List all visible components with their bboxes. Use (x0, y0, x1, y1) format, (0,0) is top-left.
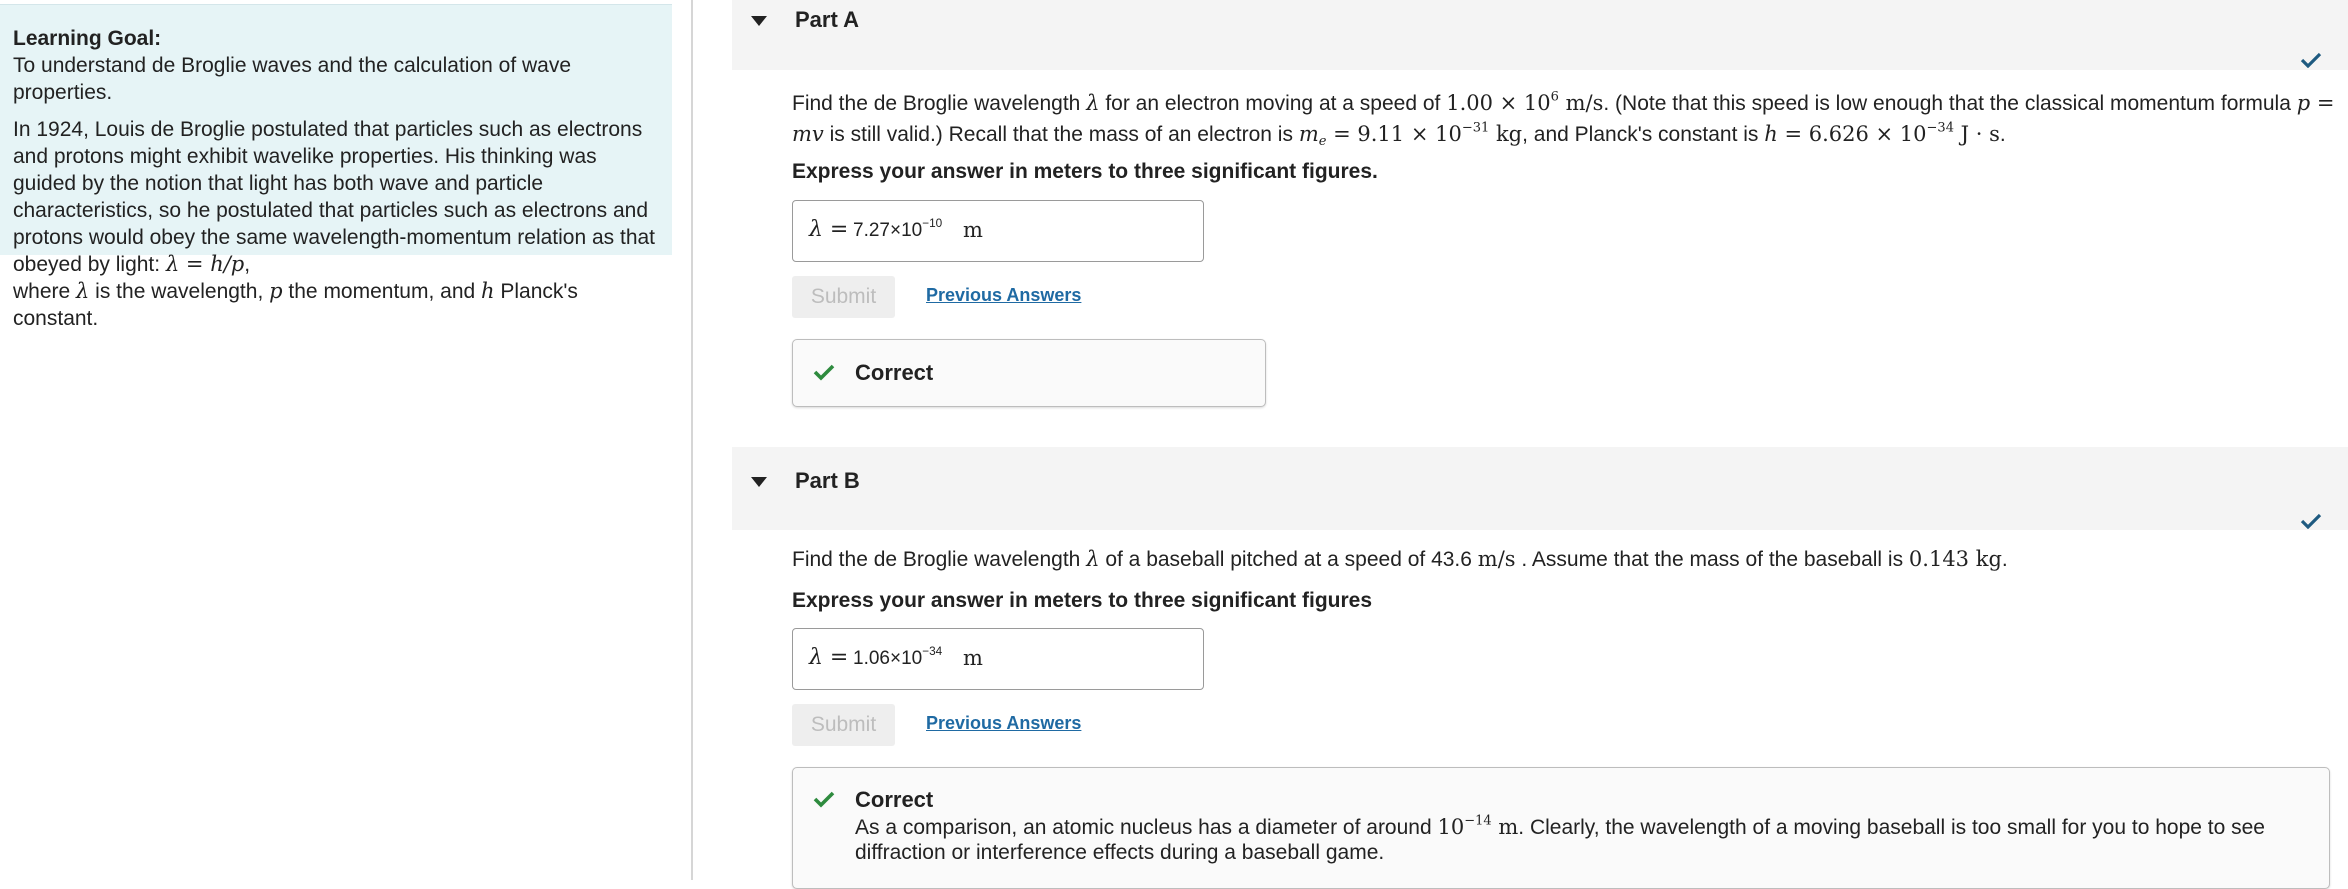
electron-mass-value: = 9.11 × 10 (1326, 122, 1462, 146)
learning-goal-text: To understand de Broglie waves and the calculation of wave properties. (13, 54, 572, 104)
answer-exponent: −34 (922, 645, 943, 659)
part-b-instruction: Express your answer in meters to three significant figures (792, 589, 1373, 612)
p-symbol: p (269, 279, 283, 303)
answer-unit: m (963, 218, 983, 242)
electron-mass-exponent: −31 (1461, 120, 1490, 136)
answer-exponent: −10 (922, 217, 943, 231)
speed-unit: m/s (1477, 547, 1516, 571)
collapse-triangle-icon[interactable] (751, 16, 767, 26)
q-text: Find the de Broglie wavelength (792, 548, 1087, 571)
part-a-submit-button[interactable]: Submit (792, 276, 895, 318)
relation-formula: λ = h/p (165, 252, 245, 276)
part-a-feedback (792, 339, 1266, 407)
planck-value: = 6.626 × 10 (1777, 122, 1927, 146)
learning-goal-panel (0, 4, 672, 330)
answer-mantissa: 1.06×10 (853, 648, 923, 669)
q-text: . (2001, 548, 2008, 571)
answer-unit: m (963, 646, 983, 670)
speed-value: 1.00 × 10 (1446, 91, 1551, 115)
answer-value (853, 645, 943, 670)
q-text: . (1999, 123, 2006, 146)
part-a-previous-answers-link[interactable]: Previous Answers (926, 285, 1082, 305)
answer-label: λ = (809, 645, 849, 670)
planck-unit: J · s (1954, 122, 2000, 146)
feedback-sentence: As a comparison, an atomic nucleus has a diameter of around (855, 816, 1438, 839)
electron-mass-subscript: e (1318, 133, 1327, 149)
planck-symbol: h (1764, 122, 1778, 146)
part-a-header[interactable] (732, 0, 2348, 70)
answer-value (853, 217, 943, 242)
part-a-title: Part A (795, 7, 859, 32)
part-a-instruction: Express your answer in meters to three significant figures. (792, 160, 1378, 183)
lambda-symbol: λ (76, 279, 90, 303)
q-text: of a baseball pitched at a speed of 43.6 (1099, 548, 1478, 571)
q-text: . (Note that this speed is low enough that the classical momentum formula (1603, 92, 2297, 115)
feedback-title: Correct (855, 787, 934, 812)
learning-goal-paragraph: In 1924, Louis de Broglie postulated that particles such as electrons and protons might exhibit wavelike properties. His thinking was guided by the notion that light has both wave and particle characteristics, so he postulated that particles such as electrons and protons would obey the same wavelength-momentum relation as that obeyed by light: λ = h/p, where λ is the wavelength, p the momentum, and h Planck's constant. (13, 118, 656, 330)
paragraph-text: In 1924, Louis de Broglie postulated that particles such as electrons and protons might exhibit wavelike properties. His thinking was guided by the notion that light has both wave and particle characteristics, so he postulated that particles such as electrons and protons would obey the same wavelength-momentum relation as that obeyed by light: (13, 118, 656, 276)
q-text: . Assume that the mass of the baseball is (1515, 548, 1909, 571)
nucleus-exponent: −14 (1464, 813, 1492, 829)
lambda-symbol: λ (1086, 547, 1100, 571)
baseball-mass: 0.143 kg (1908, 547, 2002, 571)
completed-check-icon (2300, 52, 2322, 68)
feedback-title: Correct (855, 360, 934, 385)
where-text-3: the momentum, and (282, 280, 482, 303)
answer-mantissa: 7.27×10 (853, 220, 923, 241)
collapse-triangle-icon[interactable] (751, 477, 767, 487)
part-b-header[interactable] (732, 447, 2348, 530)
feedback-text (855, 815, 2289, 865)
lambda-symbol: λ (1086, 91, 1100, 115)
q-text: Find the de Broglie wavelength (792, 92, 1087, 115)
nucleus-unit: m (1491, 815, 1519, 839)
correct-check-icon (813, 790, 835, 808)
part-a-question (792, 88, 2342, 150)
part-b-previous-answers-link[interactable]: Previous Answers (926, 713, 1082, 733)
speed-exponent: 6 (1550, 89, 1559, 105)
electron-mass-unit: kg (1489, 122, 1523, 146)
feedback-sentence: . Clearly, the wavelength of a moving baseball is too small for you to hope to see diffraction or interference effects during a baseball game. (855, 816, 2265, 864)
planck-exponent: −34 (1926, 120, 1954, 136)
q-text: is still valid.) Recall that the mass of an electron is (823, 123, 1299, 146)
speed-unit: m/s (1558, 91, 1604, 115)
part-a-answer-field[interactable] (792, 200, 1204, 262)
part-b-title: Part B (795, 468, 860, 493)
part-b-question (792, 544, 2342, 575)
part-b-answer-field[interactable] (792, 628, 1204, 690)
where-text-1: where (13, 280, 77, 303)
where-text-4: Planck's constant. (13, 280, 578, 330)
completed-check-icon (2300, 513, 2322, 529)
q-text: for an electron moving at a speed of (1099, 92, 1447, 115)
part-b-submit-button[interactable]: Submit (792, 704, 895, 746)
correct-check-icon (813, 363, 835, 381)
learning-goal-heading: Learning Goal: (13, 27, 162, 50)
q-text: , and Planck's constant is (1522, 123, 1765, 146)
answer-label: λ = (809, 217, 849, 242)
part-b-feedback (792, 767, 2330, 889)
where-text-2: is the wavelength, (89, 280, 270, 303)
momentum-formula: p = mv (792, 91, 2335, 146)
electron-mass-symbol: m (1298, 122, 1319, 146)
panel-divider (691, 0, 693, 880)
nucleus-diameter: 10 (1437, 815, 1465, 839)
h-symbol: h (481, 279, 495, 303)
